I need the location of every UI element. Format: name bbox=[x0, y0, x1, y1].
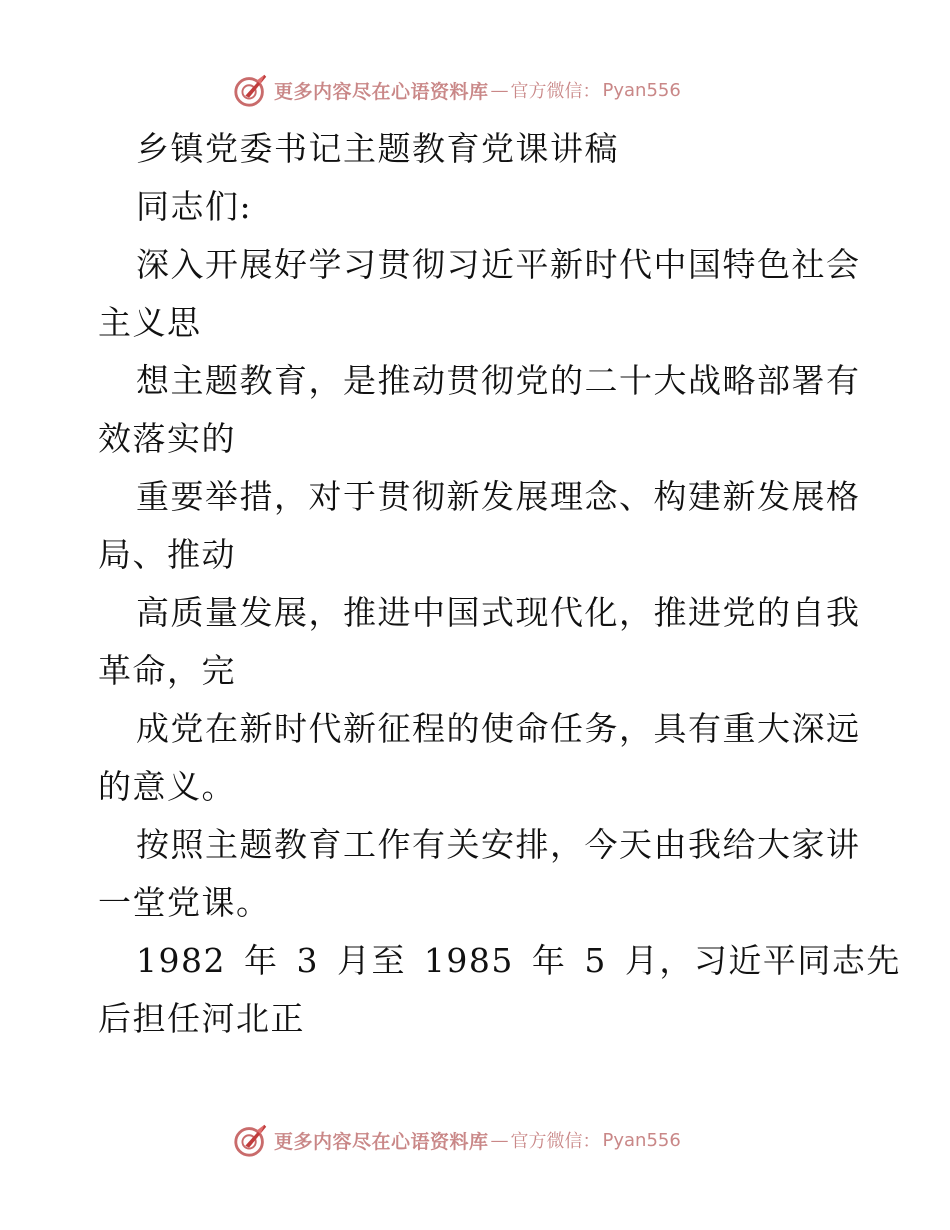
body-line: 一堂党课。 bbox=[98, 883, 271, 922]
footer-watermark bbox=[232, 1120, 681, 1160]
document-title: 乡镇党委书记主题教育党课讲稿 bbox=[136, 129, 619, 168]
document-body bbox=[98, 120, 901, 1048]
body-line: 想主题教育，是推动贯彻党的二十大战略部署有 bbox=[136, 361, 861, 400]
body-line: 的意义。 bbox=[98, 767, 236, 806]
quill-seal-icon bbox=[232, 71, 270, 109]
salutation: 同志们: bbox=[136, 187, 253, 226]
body-line: 革命，完 bbox=[98, 651, 236, 690]
body-line: 后担任河北正 bbox=[98, 999, 305, 1038]
watermark-label: 官方微信： bbox=[510, 81, 601, 102]
header-watermark bbox=[232, 70, 681, 110]
body-line: 局、推动 bbox=[98, 535, 236, 574]
watermark-dash: — bbox=[490, 1129, 509, 1151]
watermark-label: 官方微信： bbox=[510, 1131, 601, 1152]
body-line: 深入开展好学习贯彻习近平新时代中国特色社会 bbox=[136, 245, 861, 284]
watermark-dash: — bbox=[490, 79, 509, 101]
watermark-text: 更多内容尽在心语资料库 bbox=[274, 1130, 489, 1153]
body-line: 重要举措，对于贯彻新发展理念、构建新发展格 bbox=[136, 477, 861, 516]
watermark-text: 更多内容尽在心语资料库 bbox=[274, 80, 489, 103]
body-line: 效落实的 bbox=[98, 419, 236, 458]
body-line: 按照主题教育工作有关安排，今天由我给大家讲 bbox=[136, 825, 861, 864]
body-line: 主义思 bbox=[98, 303, 202, 342]
watermark-id: Pyan556 bbox=[602, 1129, 681, 1151]
quill-seal-icon bbox=[232, 1121, 270, 1159]
body-line: 1982 年 3 月至 1985 年 5 月，习近平同志先 bbox=[136, 941, 901, 980]
body-line: 成党在新时代新征程的使命任务，具有重大深远 bbox=[136, 709, 861, 748]
body-line: 高质量发展，推进中国式现代化，推进党的自我 bbox=[136, 593, 861, 632]
watermark-id: Pyan556 bbox=[602, 79, 681, 101]
